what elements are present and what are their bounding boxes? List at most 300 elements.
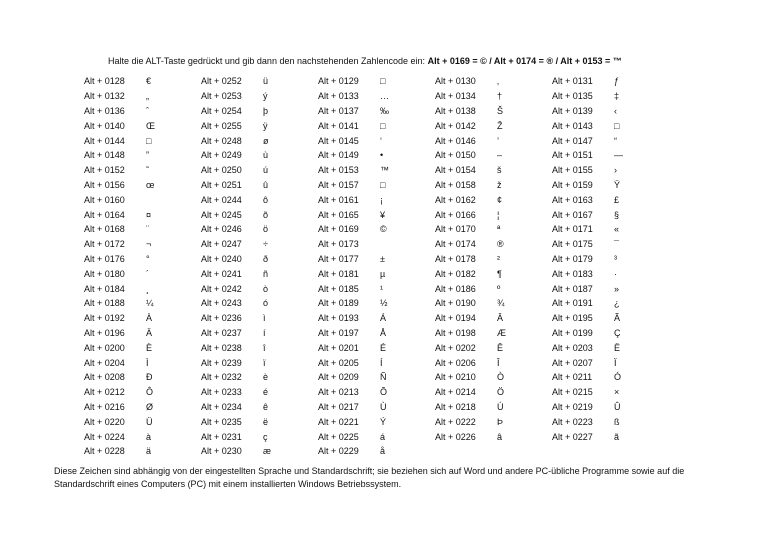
alt-code-entry (318, 269, 435, 279)
alt-code: Alt + 0161 (318, 194, 359, 205)
alt-code-character: ƒ (614, 76, 620, 87)
alt-code: Alt + 0134 (435, 91, 476, 102)
alt-code: Alt + 0187 (552, 283, 593, 294)
alt-code: Alt + 0132 (84, 91, 125, 102)
alt-code-character: Û (614, 401, 621, 412)
alt-code: Alt + 0155 (552, 165, 593, 176)
alt-code: Alt + 0189 (318, 298, 359, 309)
alt-code-character: š (497, 165, 502, 176)
alt-code-entry (84, 432, 201, 442)
alt-code-entry (435, 417, 552, 427)
alt-code-character: ² (497, 253, 500, 264)
alt-code-character: ª (497, 224, 501, 235)
alt-code-entry (435, 239, 552, 249)
alt-code-character: è (263, 372, 269, 383)
alt-code: Alt + 0178 (435, 253, 476, 264)
alt-code-entry (84, 417, 201, 427)
alt-code-entry (435, 195, 552, 205)
alt-code-character: ¤ (146, 209, 152, 220)
alt-code: Alt + 0241 (201, 268, 242, 279)
alt-code-character: ¸ (146, 283, 149, 294)
alt-code-character: Ì (146, 357, 149, 368)
alt-code: Alt + 0170 (435, 224, 476, 235)
alt-code-entry (201, 180, 318, 190)
alt-code-entry (84, 254, 201, 264)
alt-code-entry (318, 165, 435, 175)
alt-code: Alt + 0162 (435, 194, 476, 205)
alt-code-character: □ (614, 120, 620, 131)
alt-code: Alt + 0192 (84, 313, 125, 324)
alt-code-entry (201, 417, 318, 427)
alt-code-entry (435, 328, 552, 338)
alt-code-character: Ê (497, 342, 504, 353)
alt-code: Alt + 0217 (318, 401, 359, 412)
alt-code-entry (552, 254, 669, 264)
alt-code-entry (201, 402, 318, 412)
alt-code-entry (84, 121, 201, 131)
alt-code-entry (318, 91, 435, 101)
alt-code-character: Þ (497, 416, 504, 427)
alt-code: Alt + 0240 (201, 253, 242, 264)
alt-code-entry (201, 284, 318, 294)
alt-code: Alt + 0234 (201, 401, 242, 412)
alt-code: Alt + 0145 (318, 135, 359, 146)
alt-code-entry (201, 446, 318, 456)
alt-code-entry (552, 106, 669, 116)
alt-code-entry (318, 136, 435, 146)
alt-code-entry (552, 402, 669, 412)
alt-code-entry (318, 76, 435, 86)
alt-code: Alt + 0140 (84, 120, 125, 131)
alt-code-character: ¡ (380, 194, 383, 205)
alt-code: Alt + 0233 (201, 387, 242, 398)
alt-code: Alt + 0146 (435, 135, 476, 146)
alt-code-character: É (380, 342, 387, 353)
alt-code-character: þ (263, 105, 269, 116)
alt-code-entry (84, 372, 201, 382)
alt-code: Alt + 0165 (318, 209, 359, 220)
alt-code-entry (552, 313, 669, 323)
alt-code-character: Ý (380, 416, 387, 427)
alt-code-entry (552, 328, 669, 338)
alt-code: Alt + 0224 (84, 431, 125, 442)
alt-code-character: ‡ (614, 91, 620, 102)
alt-code: Alt + 0175 (552, 239, 593, 250)
alt-code: Alt + 0177 (318, 253, 359, 264)
alt-code-character: ¦ (497, 209, 500, 220)
alt-code: Alt + 0188 (84, 298, 125, 309)
alt-code: Alt + 0242 (201, 283, 242, 294)
alt-code: Alt + 0139 (552, 105, 593, 116)
alt-code: Alt + 0136 (84, 105, 125, 116)
alt-code: Alt + 0160 (84, 194, 125, 205)
alt-code-character: ï (263, 357, 266, 368)
alt-code: Alt + 0154 (435, 165, 476, 176)
alt-code-entry (318, 254, 435, 264)
alt-code-entry (552, 298, 669, 308)
alt-code-character: · (614, 268, 617, 279)
alt-code: Alt + 0153 (318, 165, 359, 176)
alt-code-character: ‚ (497, 76, 499, 87)
alt-code-entry (552, 165, 669, 175)
alt-code-entry (201, 106, 318, 116)
alt-code-character: † (497, 91, 503, 102)
alt-code-entry (435, 358, 552, 368)
alt-code-entry (552, 76, 669, 86)
alt-code: Alt + 0228 (84, 446, 125, 457)
alt-code-entry (552, 239, 669, 249)
alt-code-character: ÷ (263, 239, 268, 250)
alt-code: Alt + 0211 (552, 372, 593, 383)
alt-code-entry (201, 328, 318, 338)
alt-code-entry (435, 432, 552, 442)
alt-code-character: „ (146, 91, 149, 102)
alt-code-character: Ä (146, 327, 153, 338)
alt-code-character: ˆ (146, 105, 149, 116)
alt-code: Alt + 0239 (201, 357, 242, 368)
alt-code-character: “ (614, 135, 617, 146)
alt-code-character: ì (263, 313, 266, 324)
alt-code-entry (435, 313, 552, 323)
alt-code-entry (318, 284, 435, 294)
alt-code-entry (84, 136, 201, 146)
alt-code: Alt + 0212 (84, 387, 125, 398)
alt-code-character: Ç (614, 327, 621, 338)
alt-code-character: Õ (380, 387, 388, 398)
alt-code-character: Ã (614, 313, 621, 324)
alt-code: Alt + 0168 (84, 224, 125, 235)
alt-code-character: ¬ (146, 239, 152, 250)
alt-code-entry (318, 121, 435, 131)
alt-code-entry (318, 387, 435, 397)
alt-code: Alt + 0159 (552, 179, 593, 190)
alt-code: Alt + 0152 (84, 165, 125, 176)
alt-code-entry (201, 298, 318, 308)
alt-code-character: Î (497, 357, 500, 368)
alt-code-entry (84, 387, 201, 397)
alt-code-entry (552, 446, 669, 456)
alt-code-entry (435, 76, 552, 86)
alt-code: Alt + 0182 (435, 268, 476, 279)
alt-code-character: ¾ (497, 298, 505, 309)
alt-code-character: © (380, 224, 387, 235)
alt-code-entry (84, 328, 201, 338)
alt-code-character: ” (146, 150, 149, 161)
alt-code-character: Í (380, 357, 383, 368)
alt-code-character: ÿ (263, 120, 268, 131)
alt-code-character: Œ (146, 120, 155, 131)
alt-code: Alt + 0222 (435, 416, 476, 427)
alt-code-entry (201, 387, 318, 397)
alt-code: Alt + 0137 (318, 105, 359, 116)
alt-code-entry (435, 446, 552, 456)
alt-code-entry (318, 432, 435, 442)
alt-code-character: µ (380, 268, 386, 279)
alt-code-character: Æ (497, 327, 506, 338)
alt-code: Alt + 0200 (84, 342, 125, 353)
alt-code: Alt + 0138 (435, 105, 476, 116)
alt-code-entry (84, 150, 201, 160)
alt-code-entry (318, 210, 435, 220)
alt-code-entry (552, 180, 669, 190)
alt-code: Alt + 0129 (318, 76, 359, 87)
alt-code-entry (84, 224, 201, 234)
alt-code-character: ö (263, 224, 269, 235)
alt-code: Alt + 0220 (84, 416, 125, 427)
footer-line-1: Diese Zeichen sind abhängig von der eingestellten Sprache und Standardschrift; sie beziehen sich auf Word und andere PC-übliche Programme sowie auf die (54, 466, 685, 476)
alt-code-character: Ÿ (614, 179, 621, 190)
alt-code-character: Ø (146, 401, 154, 412)
alt-code: Alt + 0142 (435, 120, 476, 131)
alt-code: Alt + 0227 (552, 431, 593, 442)
alt-code-entry (201, 432, 318, 442)
alt-code: Alt + 0237 (201, 327, 242, 338)
alt-code-character: Ó (614, 372, 622, 383)
alt-code: Alt + 0216 (84, 401, 125, 412)
alt-code-entry (318, 372, 435, 382)
alt-code-character: ß (614, 416, 620, 427)
alt-code: Alt + 0179 (552, 253, 593, 264)
alt-code-entry (201, 224, 318, 234)
alt-code: Alt + 0174 (435, 239, 476, 250)
alt-code-entry (201, 254, 318, 264)
alt-code-entry (435, 165, 552, 175)
alt-code: Alt + 0169 (318, 224, 359, 235)
alt-code-character: › (614, 165, 617, 176)
alt-code: Alt + 0204 (84, 357, 125, 368)
alt-code-character: í (263, 327, 266, 338)
alt-code-character: ’ (497, 135, 499, 146)
alt-code-character: ± (380, 253, 385, 264)
alt-code-entry (84, 446, 201, 456)
alt-code: Alt + 0231 (201, 431, 242, 442)
alt-code-character: Ž (497, 120, 503, 131)
alt-code-entry (435, 254, 552, 264)
alt-code-character: Å (380, 327, 387, 338)
alt-code-entry (84, 269, 201, 279)
alt-code-character: Ô (146, 387, 154, 398)
alt-code: Alt + 0254 (201, 105, 242, 116)
alt-code-entry (435, 150, 552, 160)
alt-code: Alt + 0135 (552, 91, 593, 102)
alt-code-entry (201, 76, 318, 86)
alt-code-character: ¢ (497, 194, 503, 205)
alt-code-character: Ñ (380, 372, 387, 383)
alt-code-character: Ï (614, 357, 617, 368)
alt-code-character: Ð (146, 372, 153, 383)
alt-code: Alt + 0209 (318, 372, 359, 383)
alt-code: Alt + 0133 (318, 91, 359, 102)
alt-code: Alt + 0172 (84, 239, 125, 250)
alt-code: Alt + 0248 (201, 135, 242, 146)
alt-code-entry (552, 195, 669, 205)
alt-code-entry (318, 150, 435, 160)
alt-code-entry (201, 195, 318, 205)
alt-code: Alt + 0184 (84, 283, 125, 294)
alt-code-character: ä (146, 446, 152, 457)
alt-code: Alt + 0148 (84, 150, 125, 161)
alt-code-entry (435, 387, 552, 397)
alt-code: Alt + 0151 (552, 150, 593, 161)
alt-code-entry (435, 284, 552, 294)
alt-code-entry (201, 210, 318, 220)
alt-code-entry (84, 298, 201, 308)
alt-code: Alt + 0210 (435, 372, 476, 383)
alt-code: Alt + 0250 (201, 165, 242, 176)
alt-code: Alt + 0180 (84, 268, 125, 279)
alt-code: Alt + 0128 (84, 76, 125, 87)
alt-code: Alt + 0181 (318, 268, 359, 279)
alt-code: Alt + 0203 (552, 342, 593, 353)
alt-code-character: ‹ (614, 105, 617, 116)
alt-code-entry (435, 91, 552, 101)
alt-code: Alt + 0167 (552, 209, 593, 220)
alt-code-character: ® (497, 239, 504, 250)
alt-code-entry (552, 372, 669, 382)
alt-code-entry (435, 106, 552, 116)
alt-code-entry (552, 417, 669, 427)
alt-code-entry (318, 446, 435, 456)
alt-code-entry (84, 402, 201, 412)
alt-code: Alt + 0243 (201, 298, 242, 309)
alt-code-character: œ (146, 179, 155, 190)
alt-code-entry (552, 343, 669, 353)
alt-code-character: ú (263, 165, 269, 176)
alt-code-character: ˜ (146, 165, 149, 176)
alt-code-character: ô (263, 194, 269, 205)
alt-code-character: º (497, 283, 501, 294)
alt-code-character: « (614, 224, 620, 235)
alt-code-entry (318, 402, 435, 412)
alt-code-entry (435, 269, 552, 279)
alt-code-entry (435, 402, 552, 412)
alt-code-character: £ (614, 194, 620, 205)
alt-code: Alt + 0215 (552, 387, 593, 398)
alt-code: Alt + 0232 (201, 372, 242, 383)
instruction-examples: Alt + 0169 = © / Alt + 0174 = ® / Alt + 0153 = ™ (427, 56, 622, 66)
alt-code: Alt + 0218 (435, 401, 476, 412)
alt-code-entry (552, 91, 669, 101)
footer-note (54, 465, 754, 491)
alt-code: Alt + 0247 (201, 239, 242, 250)
alt-code-entry (552, 210, 669, 220)
alt-code-entry (84, 210, 201, 220)
alt-code-character: Â (497, 313, 504, 324)
alt-code: Alt + 0202 (435, 342, 476, 353)
alt-code-entry (201, 239, 318, 249)
alt-code-character: ‘ (380, 135, 382, 146)
alt-code: Alt + 0173 (318, 239, 359, 250)
alt-code: Alt + 0246 (201, 224, 242, 235)
alt-code: Alt + 0149 (318, 150, 359, 161)
alt-code-entry (318, 358, 435, 368)
alt-code-character: ¥ (380, 209, 386, 220)
alt-code: Alt + 0143 (552, 120, 593, 131)
alt-code: Alt + 0171 (552, 224, 593, 235)
alt-code: Alt + 0156 (84, 179, 125, 190)
alt-code-entry (552, 387, 669, 397)
alt-code-character: ¿ (614, 298, 620, 309)
alt-code: Alt + 0164 (84, 209, 125, 220)
alt-code: Alt + 0235 (201, 416, 242, 427)
alt-code-entry (201, 358, 318, 368)
alt-code-character: § (614, 209, 620, 220)
alt-code-entry (318, 313, 435, 323)
alt-code-character: ™ (380, 165, 389, 176)
alt-code-character: ° (146, 253, 150, 264)
alt-code-character: ó (263, 298, 269, 309)
alt-code-entry (201, 313, 318, 323)
alt-code: Alt + 0176 (84, 253, 125, 264)
alt-code-entry (84, 91, 201, 101)
alt-code: Alt + 0166 (435, 209, 476, 220)
alt-code: Alt + 0255 (201, 120, 242, 131)
alt-code-character: î (263, 342, 266, 353)
alt-code: Alt + 0199 (552, 327, 593, 338)
alt-code-entry (201, 165, 318, 175)
alt-code-entry (435, 210, 552, 220)
alt-code-entry (201, 136, 318, 146)
alt-code-entry (201, 343, 318, 353)
alt-code-entry (84, 313, 201, 323)
alt-code-character: ž (497, 179, 502, 190)
alt-code-entry (552, 150, 669, 160)
alt-code: Alt + 0236 (201, 313, 242, 324)
alt-code-character: ¶ (497, 268, 502, 279)
alt-code: Alt + 0194 (435, 313, 476, 324)
alt-code-entry (552, 284, 669, 294)
alt-code-character: ‰ (380, 105, 389, 116)
alt-code-character: ¹ (380, 283, 383, 294)
alt-code: Alt + 0206 (435, 357, 476, 368)
alt-code-entry (318, 343, 435, 353)
alt-code: Alt + 0191 (552, 298, 593, 309)
alt-code: Alt + 0147 (552, 135, 593, 146)
alt-code-entry (435, 343, 552, 353)
alt-code-entry (318, 180, 435, 190)
alt-code-character: € (146, 76, 152, 87)
alt-code-entry (84, 195, 201, 205)
alt-code-character: ç (263, 431, 268, 442)
alt-code: Alt + 0205 (318, 357, 359, 368)
alt-code-character: à (146, 431, 152, 442)
alt-code: Alt + 0186 (435, 283, 476, 294)
alt-code: Alt + 0157 (318, 179, 359, 190)
alt-code: Alt + 0195 (552, 313, 593, 324)
alt-code: Alt + 0249 (201, 150, 242, 161)
alt-code: Alt + 0214 (435, 387, 476, 398)
alt-code-entry (318, 224, 435, 234)
alt-code: Alt + 0158 (435, 179, 476, 190)
alt-code-character: ¯ (614, 239, 619, 250)
alt-code-character: Ü (146, 416, 153, 427)
alt-code: Alt + 0197 (318, 327, 359, 338)
alt-code-character: ù (263, 150, 269, 161)
alt-code-character: ñ (263, 268, 269, 279)
alt-code: Alt + 0144 (84, 135, 125, 146)
alt-code-character: ³ (614, 253, 617, 264)
alt-code-entry (552, 136, 669, 146)
alt-code-table (84, 74, 684, 459)
alt-code: Alt + 0141 (318, 120, 359, 131)
alt-code: Alt + 0150 (435, 150, 476, 161)
alt-code-entry (318, 239, 435, 249)
alt-code: Alt + 0201 (318, 342, 359, 353)
alt-code-character: ¨ (146, 224, 149, 235)
alt-code-character: Á (380, 313, 387, 324)
alt-code: Alt + 0219 (552, 401, 593, 412)
alt-code-character: ´ (146, 268, 149, 279)
